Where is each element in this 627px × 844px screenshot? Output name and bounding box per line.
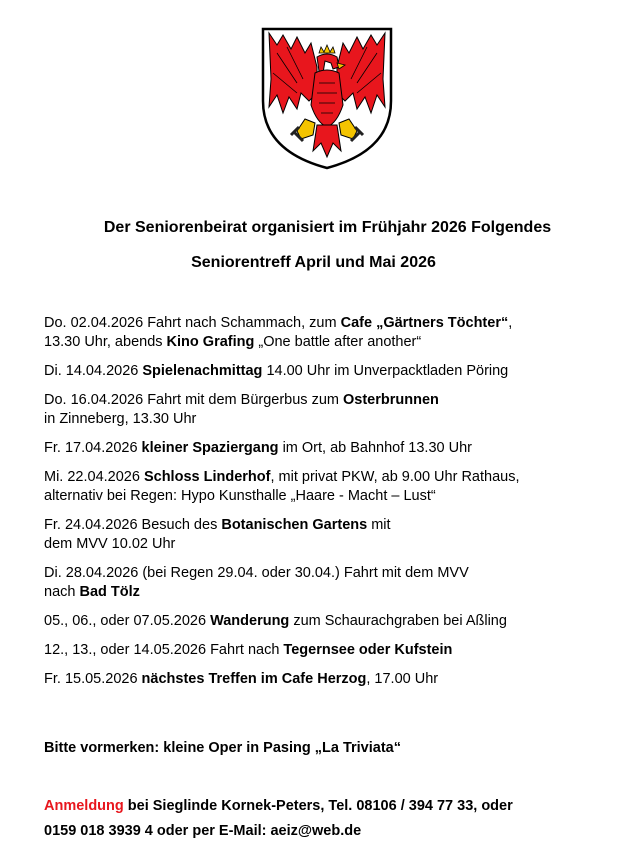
- event-text: 14.00 Uhr im Unverpacktladen Pöring: [262, 363, 509, 379]
- signup-label: Anmeldung: [44, 798, 124, 814]
- event-line: [44, 468, 604, 487]
- event-line: [44, 314, 604, 333]
- event-item: [44, 314, 604, 352]
- event-text: dem MVV 10.02 Uhr: [44, 536, 176, 552]
- event-highlight: Schloss Linderhof: [143, 469, 271, 485]
- event-highlight: Botanischen Gartens: [221, 517, 368, 533]
- event-text: Di. 14.04.2026: [44, 363, 143, 379]
- event-text: ,: [508, 315, 513, 331]
- event-item: [44, 468, 604, 506]
- event-item: [44, 391, 604, 429]
- page-subtitle: Seniorentreff April und Mai 2026: [191, 254, 436, 271]
- event-text: in Zinneberg, 13.30 Uhr: [44, 411, 197, 427]
- event-line: [44, 516, 604, 535]
- signup-line2: 0159 018 3939 4 oder per E-Mail: aeiz@web.de: [44, 823, 362, 839]
- event-line: [44, 670, 604, 689]
- event-highlight: Kino Grafing: [166, 334, 255, 350]
- event-text: , mit privat PKW, ab 9.00 Uhr Rathaus,: [270, 469, 520, 485]
- event-line: [44, 612, 604, 631]
- event-item: [44, 439, 604, 458]
- event-line: [44, 641, 604, 660]
- event-text: Do. 02.04.2026 Fahrt nach Schammach, zum: [44, 315, 341, 331]
- event-item: [44, 516, 604, 554]
- event-text: mit: [367, 517, 391, 533]
- event-highlight: Spielenachmittag: [142, 363, 263, 379]
- event-list: [44, 314, 604, 699]
- event-text: 05., 06., oder 07.05.2026: [44, 613, 211, 629]
- event-text: zum Schaurachgraben bei Aßling: [289, 613, 507, 629]
- event-text: „One battle after another“: [254, 334, 422, 350]
- event-item: [44, 362, 604, 381]
- event-highlight: Cafe „Gärtners Töchter“: [340, 315, 509, 331]
- event-item: [44, 564, 604, 602]
- event-text: nach: [44, 584, 80, 600]
- event-text: Fr. 24.04.2026 Besuch des: [44, 517, 222, 533]
- event-text: im Ort, ab Bahnhof 13.30 Uhr: [278, 440, 472, 456]
- page-title: Der Seniorenbeirat organisiert im Frühjahr 2026 Folgendes: [103, 219, 552, 236]
- event-highlight: nächstes Treffen im Cafe Herzog: [141, 671, 367, 687]
- event-line: [44, 410, 604, 429]
- event-highlight: Bad Tölz: [79, 584, 140, 600]
- event-line: [44, 583, 604, 602]
- event-line: [44, 362, 604, 381]
- event-text: 13.30 Uhr, abends: [44, 334, 167, 350]
- event-highlight: Osterbrunnen: [343, 392, 439, 408]
- event-text: Di. 28.04.2026 (bei Regen 29.04. oder 30.04.) Fahrt mit dem MVV: [44, 565, 469, 581]
- eagle-crest-icon: [257, 23, 397, 171]
- reminder-note: Bitte vormerken: kleine Oper in Pasing „La Triviata“: [44, 740, 401, 756]
- event-line: [44, 391, 604, 410]
- event-line: [44, 535, 604, 554]
- event-highlight: Tegernsee oder Kufstein: [283, 642, 453, 658]
- event-item: [44, 612, 604, 631]
- event-item: [44, 670, 604, 689]
- event-line: [44, 564, 604, 583]
- signup-line1: bei Sieglinde Kornek-Peters, Tel. 08106 / 394 77 33, oder: [123, 798, 513, 814]
- event-highlight: Wanderung: [210, 613, 290, 629]
- signup-info: [44, 794, 513, 844]
- event-line: [44, 487, 604, 506]
- event-text: , 17.00 Uhr: [366, 671, 439, 687]
- event-line: [44, 439, 604, 458]
- event-item: [44, 641, 604, 660]
- event-text: Mi. 22.04.2026: [44, 469, 144, 485]
- event-text: Do. 16.04.2026 Fahrt mit dem Bürgerbus zum: [44, 392, 344, 408]
- event-line: [44, 333, 604, 352]
- event-text: 12., 13., oder 14.05.2026 Fahrt nach: [44, 642, 284, 658]
- event-text: alternativ bei Regen: Hypo Kunsthalle „Haare - Macht – Lust“: [44, 488, 436, 504]
- event-highlight: kleiner Spaziergang: [141, 440, 279, 456]
- event-text: Fr. 17.04.2026: [44, 440, 142, 456]
- event-text: Fr. 15.05.2026: [44, 671, 142, 687]
